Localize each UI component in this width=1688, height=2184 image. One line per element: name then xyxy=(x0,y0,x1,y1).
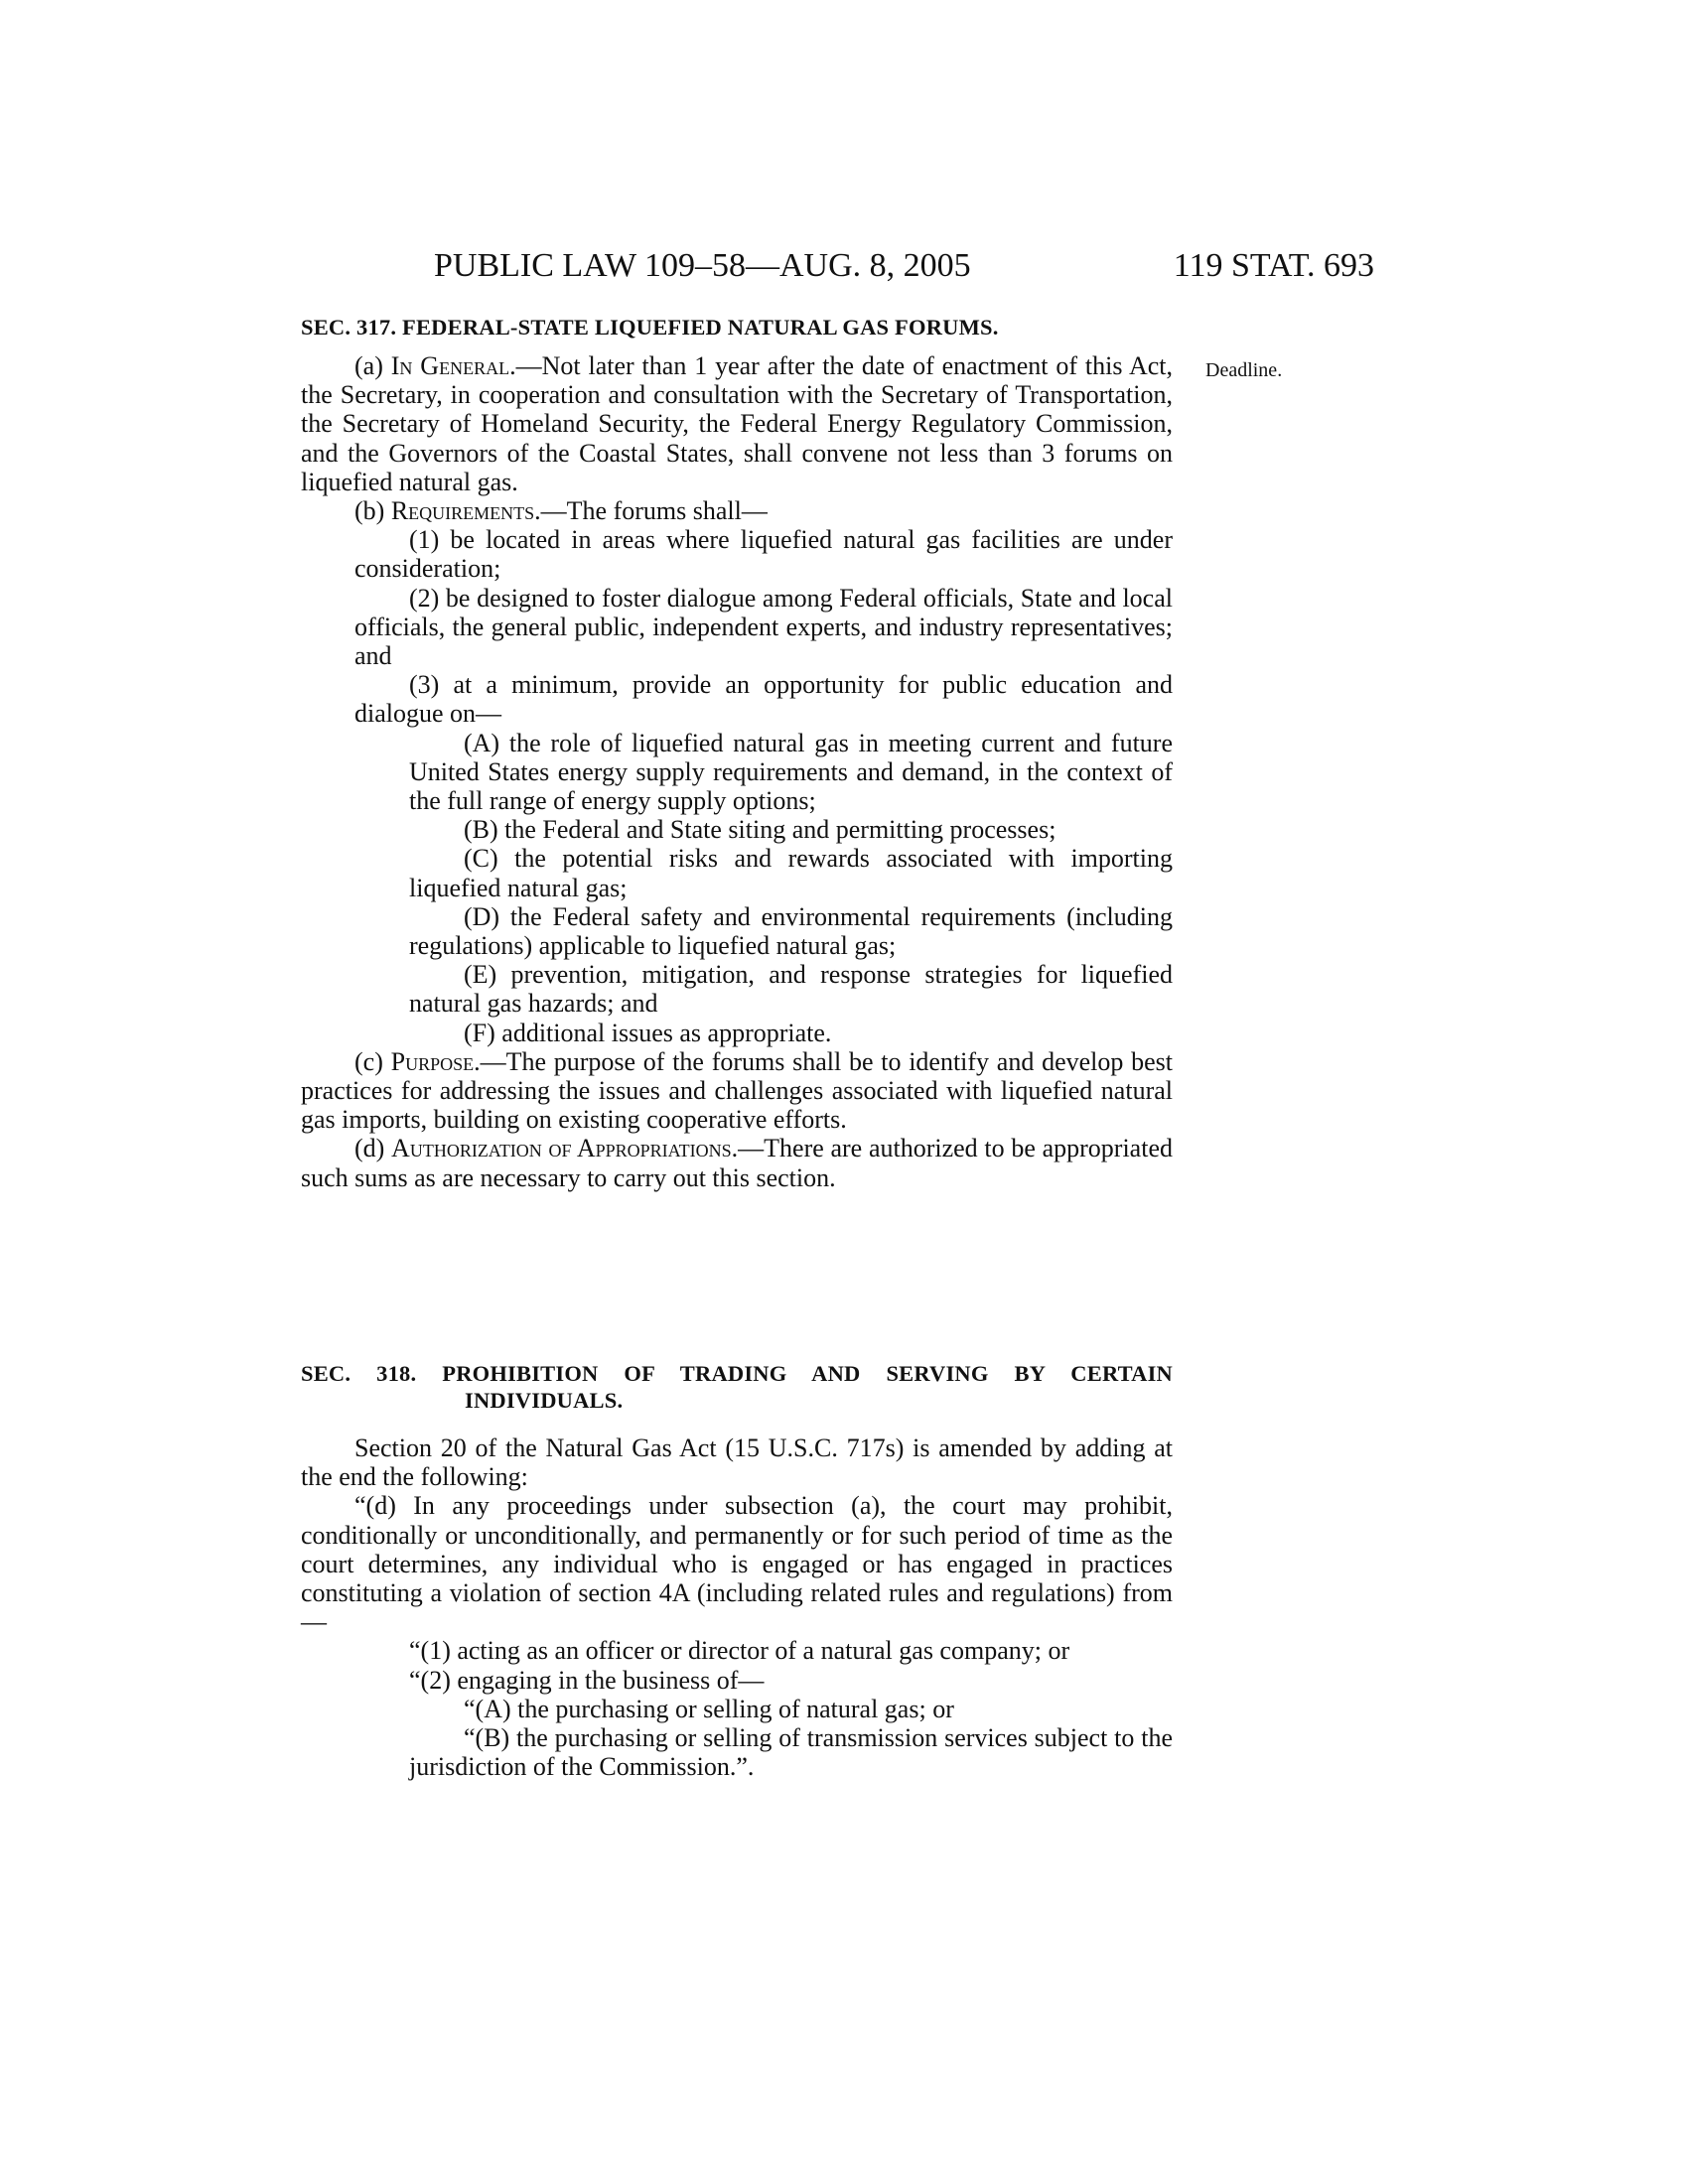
subsection-b: (b) Requirements.—The forums shall— xyxy=(354,496,768,526)
quoted-paragraph-d1: “(1) acting as an officer or director of a natural gas company; or xyxy=(409,1636,1070,1666)
subsection-a-caption: In General xyxy=(390,351,510,380)
quoted-paragraph-d2: “(2) engaging in the business of— xyxy=(409,1665,765,1695)
subsection-c-caption: Purpose xyxy=(390,1046,475,1076)
paragraph-b3: (3) at a minimum, provide an opportunity for public education and dialogue on— xyxy=(354,670,1173,729)
subsection-c: (c) Purpose.—The purpose of the forums shall be to identify and develop best practices for addressing the issues and challenges associated with liquefied natural gas imports, building on existing cooperative efforts. xyxy=(301,1046,1173,1135)
section-318-heading: SEC. 318. PROHIBITION OF TRADING AND SERVING BY CERTAIN INDIVIDUALS. xyxy=(301,1361,1173,1413)
subparagraph-b3d: (D) the Federal safety and environmental requirements (including regulations) applicable to liquefied natural gas; xyxy=(409,901,1173,961)
subsection-d-caption: Authorization of Appropriations xyxy=(391,1134,732,1163)
section-318-intro: Section 20 of the Natural Gas Act (15 U.S.C. 717s) is amended by adding at the end the following: xyxy=(301,1433,1173,1492)
page-number: 119 STAT. 693 xyxy=(1173,247,1374,284)
section-318 xyxy=(301,1360,1173,1781)
quoted-subsection-d: “(d) In any proceedings under subsection (a), the court may prohibit, conditionally or unconditionally, and permanently or for such period of time as the court determines, any individual who is engaged or has engaged in practices constituting a violation of section 4A (including related rules and regulations) from— xyxy=(301,1491,1173,1637)
section-317 xyxy=(301,314,1173,1192)
running-head xyxy=(434,246,1374,286)
margin-note-deadline: Deadline. xyxy=(1205,359,1283,381)
subparagraph-b3c: (C) the potential risks and rewards associated with importing liquefied natural gas; xyxy=(409,844,1173,902)
paragraph-b1: (1) be located in areas where liquefied natural gas facilities are under consideration; xyxy=(354,525,1173,584)
subparagraph-b3e: (E) prevention, mitigation, and response strategies for liquefied natural gas hazards; and xyxy=(409,960,1173,1019)
paragraph-b2: (2) be designed to foster dialogue among Federal officials, State and local officials, the general public, independent experts, and industry representatives; and xyxy=(354,583,1173,671)
subparagraph-b3a: (A) the role of liquefied natural gas in meeting current and future United States energy supply requirements and demand, in the context of the full range of energy supply options; xyxy=(409,728,1173,816)
quoted-subparagraph-d2b: “(B) the purchasing or selling of transmission services subject to the jurisdiction of the Commission.”. xyxy=(409,1723,1173,1782)
subsection-b-caption: Requirements xyxy=(390,496,535,526)
subparagraph-b3f: (F) additional issues as appropriate. xyxy=(464,1018,832,1047)
quoted-subparagraph-d2a: “(A) the purchasing or selling of natural gas; or xyxy=(464,1694,954,1723)
subparagraph-b3b: (B) the Federal and State siting and permitting processes; xyxy=(464,815,1056,845)
section-317-heading: SEC. 317. FEDERAL-STATE LIQUEFIED NATURAL GAS FORUMS. xyxy=(301,315,999,340)
subsection-d: (d) Authorization of Appropriations.—There are authorized to be appropriated such sums as are necessary to carry out this section. xyxy=(301,1134,1173,1192)
subsection-a: (a) In General.—Not later than 1 year after the date of enactment of this Act, the Secretary, in cooperation and consultation with the Secretary of Transportation, the Secretary of Homeland Security, the Federal Energy Regulatory Commission, and the Governors of the Coastal States, shall convene not less than 3 forums on liquefied natural gas. xyxy=(301,351,1173,496)
running-head-title: PUBLIC LAW 109–58—AUG. 8, 2005 xyxy=(434,247,971,284)
